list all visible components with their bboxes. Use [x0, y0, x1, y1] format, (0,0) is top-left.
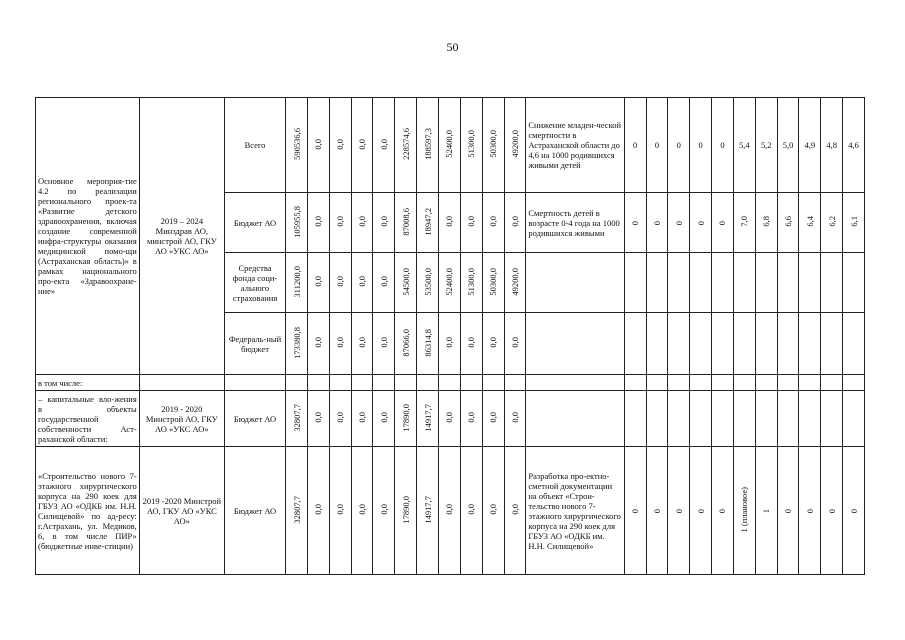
indicator-value-cell [733, 193, 755, 253]
empty-cell [755, 391, 777, 447]
value-cell [286, 98, 308, 193]
empty-cell [286, 375, 308, 391]
subsection-label: в том числе: [36, 375, 140, 391]
value-cell [307, 313, 329, 375]
value-cell [504, 253, 526, 313]
indicator-value-cell [755, 447, 777, 575]
value-cell [504, 313, 526, 375]
value-text: 86314,8 [422, 328, 433, 357]
value-cell [439, 253, 461, 313]
value-cell [307, 447, 329, 575]
value-text: 50300,0 [488, 267, 499, 296]
empty-cell [329, 375, 351, 391]
empty-cell [460, 375, 482, 391]
value-text: 0,0 [378, 138, 389, 150]
empty-cell [777, 313, 799, 375]
empty-cell [712, 375, 734, 391]
value-cell [417, 313, 439, 375]
value-cell [504, 98, 526, 193]
value-text: 0,0 [378, 412, 389, 423]
value-text: 0,0 [335, 138, 346, 150]
value-text: 0,0 [509, 337, 520, 348]
value-text: 311200,0 [291, 265, 302, 298]
value-text: 0,0 [357, 337, 368, 348]
value-cell [417, 391, 439, 447]
indicator-value-text: 6,2 [826, 216, 837, 227]
empty-cell [777, 391, 799, 447]
empty-cell [799, 375, 821, 391]
value-text: 0,0 [488, 504, 499, 515]
value-cell [286, 447, 308, 575]
empty-cell [843, 391, 865, 447]
empty-cell [526, 253, 624, 313]
value-text: 0,0 [466, 216, 477, 227]
value-text: 0,0 [509, 412, 520, 423]
indicator-value-cell: 0 [624, 98, 646, 193]
value-text: 17890,0 [400, 403, 411, 432]
empty-cell [646, 253, 668, 313]
value-text: 0,0 [357, 412, 368, 423]
value-cell [482, 253, 504, 313]
empty-cell [843, 253, 865, 313]
indicator-value-cell [668, 447, 690, 575]
indicator-cell: Разработка про-ектно-сметной документации на объект «Строи-тельство нового 7-этажного хирургического корпуса на 290 коек для ГБУЗ АО «ОДКБ им. Н.Н. Силищевой» [526, 447, 624, 575]
indicator-value-text: 0 [695, 509, 706, 514]
value-text: 49200,0 [509, 130, 520, 158]
indicator-value-cell [755, 193, 777, 253]
empty-cell [668, 253, 690, 313]
empty-cell [668, 391, 690, 447]
value-cell [307, 253, 329, 313]
value-text: 0,0 [444, 412, 455, 423]
empty-cell [733, 253, 755, 313]
value-cell [482, 391, 504, 447]
indicator-value-text: 7,0 [739, 216, 750, 227]
indicator-value-cell: 4,6 [843, 98, 865, 193]
indicator-value-cell [646, 193, 668, 253]
value-cell [329, 253, 351, 313]
value-cell [395, 313, 417, 375]
value-cell [329, 391, 351, 447]
period-cell: 2019 - 2020 Минстрой АО, ГКУ АО «УКС АО» [139, 391, 224, 447]
table-row [36, 391, 865, 447]
indicator-value-cell: 0 [646, 98, 668, 193]
value-cell [307, 391, 329, 447]
value-text: 228574,6 [400, 128, 411, 160]
empty-cell [307, 375, 329, 391]
value-text: 0,0 [378, 337, 389, 348]
value-text: 0,0 [444, 216, 455, 227]
value-text: 52400,0 [444, 130, 455, 158]
empty-cell [821, 313, 843, 375]
value-cell [460, 98, 482, 193]
indicator-value-text: 0 [630, 509, 641, 514]
value-text: 0,0 [335, 276, 346, 287]
indicator-value-cell [777, 447, 799, 575]
indicator-value-text: 0 [804, 509, 815, 514]
empty-cell [690, 375, 712, 391]
value-cell [286, 253, 308, 313]
empty-cell [504, 375, 526, 391]
measure-cell: Основное мероприя-тие 4.2 по реализации регионального проек-та «Развитие детского здравоохранения, включая создание современной инфра-структуры оказания медицинской помо-щи (Астраханская область)» в рамках национального про-екта «Здравоохране-ние» [36, 98, 140, 375]
indicator-value-cell [624, 447, 646, 575]
value-text: 105955,8 [291, 205, 302, 238]
empty-cell [799, 253, 821, 313]
empty-cell [755, 253, 777, 313]
empty-cell [733, 313, 755, 375]
indicator-value-text: 0 [695, 221, 706, 226]
value-text: 0,0 [509, 504, 520, 515]
value-cell [351, 193, 373, 253]
value-text: 14917,7 [422, 495, 433, 524]
indicator-value-cell [777, 193, 799, 253]
indicator-value-cell [799, 193, 821, 253]
value-cell [417, 447, 439, 575]
value-cell [482, 313, 504, 375]
value-cell [417, 193, 439, 253]
value-cell [329, 98, 351, 193]
table-row [36, 375, 865, 391]
empty-cell [733, 391, 755, 447]
value-text: 0,0 [444, 504, 455, 515]
value-cell [439, 98, 461, 193]
indicator-value-cell: 5,0 [777, 98, 799, 193]
source-cell: Всего [224, 98, 285, 193]
value-text: 53500,0 [422, 267, 433, 296]
indicator-value-cell [712, 193, 734, 253]
value-cell [329, 193, 351, 253]
empty-cell [624, 375, 646, 391]
value-text: 50300,0 [488, 130, 499, 158]
indicator-value-text: 6,6 [783, 216, 793, 227]
indicator-value-cell [799, 447, 821, 575]
empty-cell [395, 375, 417, 391]
indicator-value-cell [712, 447, 734, 575]
value-text: 173380,8 [291, 326, 302, 359]
value-text: 14917,7 [422, 403, 433, 432]
indicator-cell: Смертность детей в возрасте 0-4 года на 1000 родившихся живыми [526, 193, 624, 253]
value-cell [395, 447, 417, 575]
empty-cell [668, 313, 690, 375]
value-cell [460, 253, 482, 313]
empty-cell [439, 375, 461, 391]
value-cell [351, 313, 373, 375]
empty-cell [624, 313, 646, 375]
value-text: 0,0 [335, 504, 346, 515]
indicator-value-text: 0 [651, 509, 662, 514]
empty-cell [821, 253, 843, 313]
empty-cell [777, 375, 799, 391]
empty-cell [799, 313, 821, 375]
empty-cell [755, 375, 777, 391]
value-cell [460, 391, 482, 447]
value-cell [395, 193, 417, 253]
empty-cell [777, 253, 799, 313]
value-text: 52400,0 [444, 267, 455, 296]
measure-cell: «Строительство нового 7-этажного хирургического корпуса на 290 коек для ГБУЗ АО «ОДКБ им. Н.Н. Силищевой» по ад-ресу: г.Астрахань, ул. Медиков, 6, в том числе ПИР» (бюджетные инве-стиции) [36, 447, 140, 575]
indicator-value-text: 6,4 [804, 216, 815, 227]
indicator-value-text: 0 [651, 221, 662, 226]
value-cell [482, 447, 504, 575]
indicator-value-cell [668, 193, 690, 253]
measure-cell: – капитальные вло-жения в объекты государственной собственности Аст-раханской области: [36, 391, 140, 447]
empty-cell [799, 391, 821, 447]
indicator-value-text: 1 (плановое) [739, 486, 750, 533]
value-cell [460, 313, 482, 375]
period-cell: 2019 – 2024 Минздрав АО, минстрой АО, ГКУ АО «УКС АО» [139, 98, 224, 375]
value-cell [286, 391, 308, 447]
empty-cell [733, 375, 755, 391]
value-cell [351, 253, 373, 313]
indicator-value-cell [624, 193, 646, 253]
empty-cell [690, 391, 712, 447]
value-cell [439, 447, 461, 575]
value-text: 0,0 [335, 412, 346, 423]
indicator-value-text: 0 [783, 509, 793, 514]
value-text: 49200,0 [509, 267, 520, 296]
empty-cell [712, 391, 734, 447]
value-text: 0,0 [444, 337, 455, 348]
value-cell [395, 98, 417, 193]
indicator-value-text: 0 [848, 509, 859, 514]
period-cell: 2019 -2020 Минстрой АО, ГКУ АО «УКС АО» [139, 447, 224, 575]
value-text: 51300,0 [466, 130, 477, 158]
empty-cell [351, 375, 373, 391]
value-text: 0,0 [488, 412, 499, 423]
value-cell [351, 391, 373, 447]
empty-cell [646, 391, 668, 447]
value-cell [417, 98, 439, 193]
empty-cell [224, 375, 285, 391]
empty-cell [526, 391, 624, 447]
value-cell [482, 193, 504, 253]
source-cell: Средства фонда соци-ального страхования [224, 253, 285, 313]
value-text: 0,0 [313, 412, 324, 423]
value-cell [286, 313, 308, 375]
program-table [35, 97, 865, 575]
value-text: 54500,0 [400, 267, 411, 296]
empty-cell [755, 313, 777, 375]
value-cell [373, 253, 395, 313]
value-text: 87008,6 [400, 207, 411, 236]
value-text: 0,0 [357, 138, 368, 150]
value-cell [482, 98, 504, 193]
source-cell: Бюджет АО [224, 193, 285, 253]
value-cell [460, 447, 482, 575]
empty-cell [526, 313, 624, 375]
table-row [36, 98, 865, 193]
value-text: 51300,0 [466, 267, 477, 296]
value-cell [395, 253, 417, 313]
value-cell [417, 253, 439, 313]
empty-cell [624, 253, 646, 313]
empty-cell [668, 375, 690, 391]
indicator-value-text: 0 [673, 509, 684, 514]
value-text: 32807,7 [291, 495, 302, 524]
indicator-value-cell: 0 [712, 98, 734, 193]
empty-cell [843, 313, 865, 375]
value-text: 0,0 [378, 504, 389, 515]
value-text: 0,0 [466, 412, 477, 423]
indicator-value-text: 1 [761, 509, 772, 514]
value-text: 32807,7 [291, 403, 302, 432]
empty-cell [373, 375, 395, 391]
value-cell [351, 98, 373, 193]
empty-cell [624, 391, 646, 447]
value-text: 0,0 [313, 504, 324, 515]
value-text: 0,0 [378, 216, 389, 227]
value-text: 87066,0 [400, 328, 411, 357]
value-cell [504, 391, 526, 447]
empty-cell [821, 391, 843, 447]
value-cell [504, 193, 526, 253]
empty-cell [690, 313, 712, 375]
indicator-value-cell: 5,2 [755, 98, 777, 193]
source-cell: Федераль-ный бюджет [224, 313, 285, 375]
value-text: 0,0 [335, 337, 346, 348]
indicator-value-text: 0 [630, 221, 641, 226]
empty-cell [843, 375, 865, 391]
value-text: 18947,2 [422, 207, 433, 236]
value-cell [373, 313, 395, 375]
empty-cell [712, 313, 734, 375]
value-cell [307, 193, 329, 253]
indicator-value-text: 0 [717, 221, 728, 226]
value-text: 17890,0 [400, 495, 411, 524]
value-cell [439, 313, 461, 375]
value-text: 0,0 [466, 337, 477, 348]
value-cell [329, 313, 351, 375]
value-cell [373, 193, 395, 253]
value-cell [373, 98, 395, 193]
value-text: 0,0 [313, 337, 324, 348]
value-text: 0,0 [357, 216, 368, 227]
indicator-value-text: 0 [826, 509, 837, 514]
value-text: 188597,3 [422, 128, 433, 160]
value-text: 0,0 [466, 504, 477, 515]
indicator-value-cell [646, 447, 668, 575]
value-text: 0,0 [313, 216, 324, 227]
indicator-value-cell [821, 193, 843, 253]
indicator-value-cell [690, 447, 712, 575]
value-text: 0,0 [488, 216, 499, 227]
value-text: 0,0 [357, 276, 368, 287]
value-text: 0,0 [357, 504, 368, 515]
indicator-value-cell [843, 193, 865, 253]
empty-cell [417, 375, 439, 391]
indicator-value-cell [843, 447, 865, 575]
empty-cell [646, 313, 668, 375]
value-cell [373, 391, 395, 447]
indicator-value-cell: 0 [690, 98, 712, 193]
value-text: 0,0 [313, 276, 324, 287]
indicator-value-cell [690, 193, 712, 253]
indicator-value-text: 0 [673, 221, 684, 226]
indicator-value-text: 6,8 [761, 216, 772, 227]
indicator-value-cell [733, 447, 755, 575]
page-number: 50 [446, 40, 459, 54]
indicator-value-cell: 5,4 [733, 98, 755, 193]
indicator-value-cell [821, 447, 843, 575]
indicator-value-cell: 4,8 [821, 98, 843, 193]
indicator-cell: Снижение младен-ческой смертности в Астраханской области до 4,6 на 1000 родившихся живыми детей [526, 98, 624, 193]
empty-cell [526, 375, 624, 391]
value-text: 0,0 [488, 337, 499, 348]
value-text: 0,0 [378, 276, 389, 287]
empty-cell [482, 375, 504, 391]
value-cell [504, 447, 526, 575]
source-cell: Бюджет АО [224, 447, 285, 575]
empty-cell [690, 253, 712, 313]
value-cell [460, 193, 482, 253]
value-text: 0,0 [335, 216, 346, 227]
value-text: 590536,6 [291, 128, 302, 160]
value-text: 0,0 [509, 216, 520, 227]
indicator-value-text: 0 [717, 509, 728, 514]
table-row [36, 447, 865, 575]
value-cell [351, 447, 373, 575]
value-cell [439, 391, 461, 447]
empty-cell [646, 375, 668, 391]
empty-cell [139, 375, 224, 391]
indicator-value-cell: 4,9 [799, 98, 821, 193]
value-cell [373, 447, 395, 575]
empty-cell [821, 375, 843, 391]
value-cell [329, 447, 351, 575]
source-cell: Бюджет АО [224, 391, 285, 447]
value-cell [307, 98, 329, 193]
indicator-value-cell: 0 [668, 98, 690, 193]
value-cell [286, 193, 308, 253]
value-cell [395, 391, 417, 447]
empty-cell [712, 253, 734, 313]
value-text: 0,0 [313, 138, 324, 150]
indicator-value-text: 6,1 [848, 216, 859, 227]
value-cell [439, 193, 461, 253]
